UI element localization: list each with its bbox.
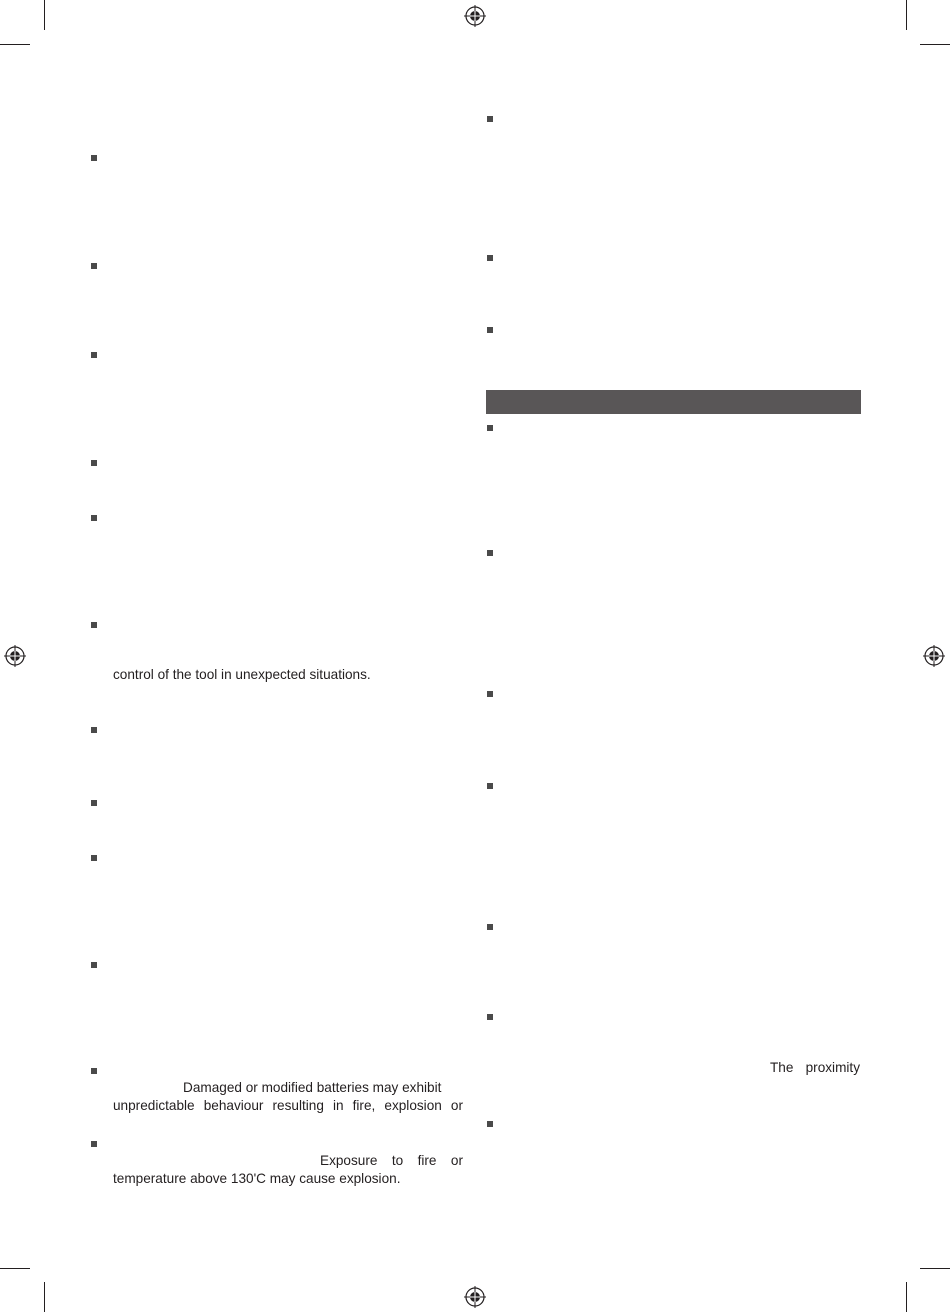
square-bullet-icon: [487, 924, 493, 930]
square-bullet-icon: [91, 515, 97, 521]
crop-mark: [0, 1268, 30, 1269]
registration-mark-icon: [464, 1286, 486, 1308]
square-bullet-icon: [487, 327, 493, 333]
crop-mark: [44, 1282, 45, 1312]
square-bullet-icon: [487, 1014, 493, 1020]
square-bullet-icon: [91, 155, 97, 161]
square-bullet-icon: [91, 622, 97, 628]
crop-mark: [44, 0, 45, 30]
section-heading-bar: [486, 390, 861, 414]
square-bullet-icon: [487, 783, 493, 789]
square-bullet-icon: [91, 352, 97, 358]
crop-mark: [906, 0, 907, 30]
crop-mark: [0, 44, 30, 45]
square-bullet-icon: [91, 460, 97, 466]
square-bullet-icon: [487, 116, 493, 122]
safety-text-line: temperature above 130'C may cause explosion.: [113, 1171, 401, 1186]
square-bullet-icon: [91, 727, 97, 733]
crop-mark: [920, 1268, 950, 1269]
square-bullet-icon: [487, 1121, 493, 1127]
square-bullet-icon: [91, 855, 97, 861]
safety-text-line: The proximity: [770, 1060, 860, 1075]
square-bullet-icon: [91, 1141, 97, 1147]
square-bullet-icon: [487, 255, 493, 261]
square-bullet-icon: [487, 691, 493, 697]
square-bullet-icon: [91, 962, 97, 968]
square-bullet-icon: [487, 550, 493, 556]
safety-text-line: Damaged or modified batteries may exhibit: [183, 1080, 442, 1095]
crop-mark: [906, 1282, 907, 1312]
safety-text-line: unpredictable behaviour resulting in fire, explosion or: [113, 1098, 463, 1113]
registration-mark-icon: [4, 645, 26, 667]
registration-mark-icon: [923, 645, 945, 667]
square-bullet-icon: [91, 800, 97, 806]
square-bullet-icon: [91, 1068, 97, 1074]
registration-mark-icon: [464, 5, 486, 27]
safety-text-line: control of the tool in unexpected situations.: [113, 667, 371, 682]
square-bullet-icon: [487, 425, 493, 431]
crop-mark: [920, 44, 950, 45]
square-bullet-icon: [91, 263, 97, 269]
safety-text-line: Exposure to fire or: [320, 1153, 463, 1168]
